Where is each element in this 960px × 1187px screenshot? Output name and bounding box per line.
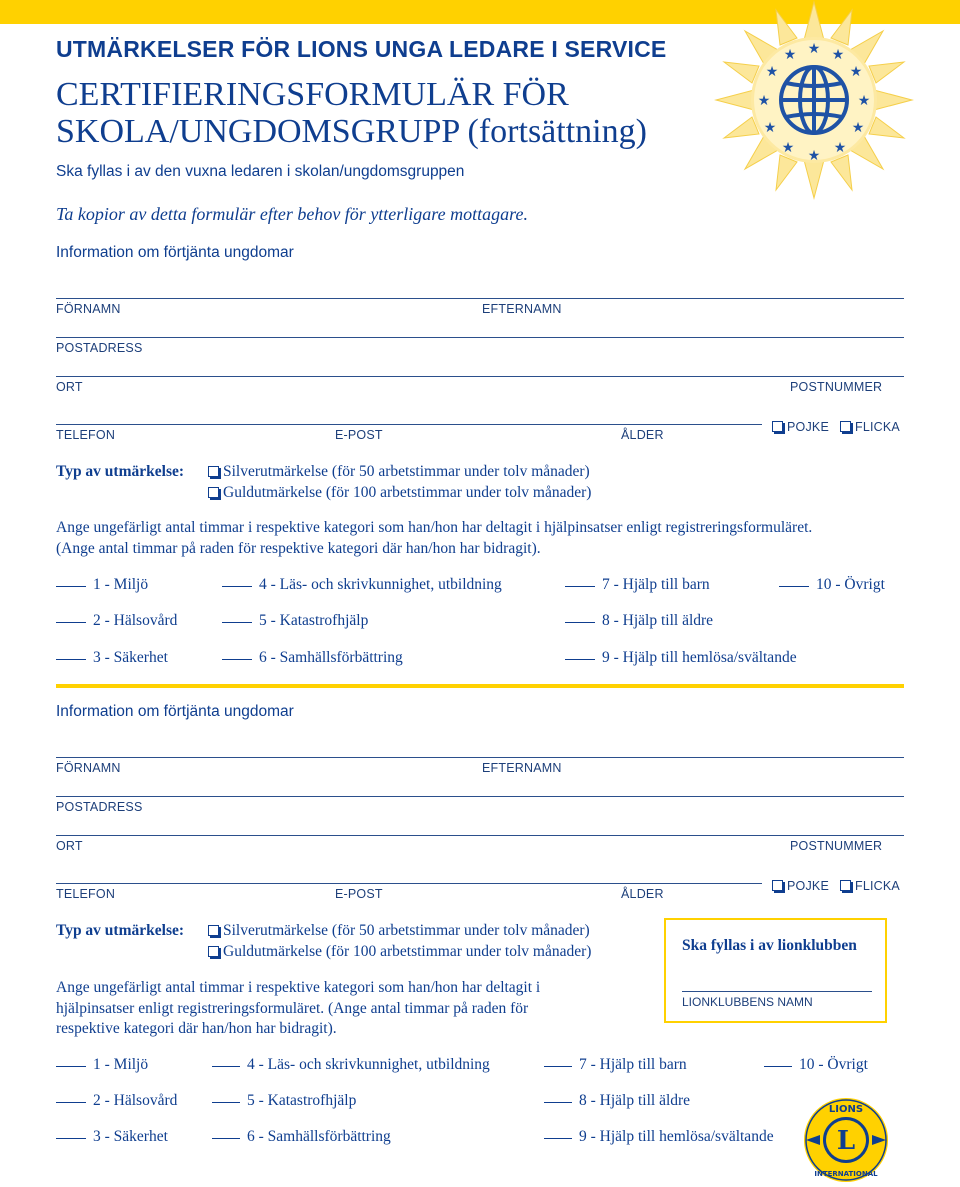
svg-text:L: L xyxy=(836,1126,856,1156)
category-label: 5 - Katastrofhjälp xyxy=(247,1092,357,1109)
label-fornamn-2: FÖRNAMN xyxy=(56,761,121,775)
category-label: 4 - Läs- och skrivkunnighet, utbildning xyxy=(259,576,502,593)
silver-label: Silverutmärkelse (för 50 arbetstimmar under tolv månader) xyxy=(223,463,590,480)
label-epost-2: E-POST xyxy=(335,887,383,901)
checkbox-icon[interactable] xyxy=(772,880,783,891)
gender-pojke-1[interactable] xyxy=(772,420,829,434)
category-label: 9 - Hjälp till hemlösa/svältande xyxy=(579,1128,774,1145)
label-alder-1: ÅLDER xyxy=(621,428,664,442)
category-label: 10 - Övrigt xyxy=(816,576,885,593)
checkbox-icon[interactable] xyxy=(208,487,219,498)
city-line-1[interactable] xyxy=(56,376,904,377)
category-6-row[interactable] xyxy=(222,649,403,667)
hours-blank[interactable] xyxy=(212,1137,240,1139)
category-1-row[interactable] xyxy=(56,1056,148,1074)
category-10-row[interactable] xyxy=(779,576,885,594)
form-subtitle: Ska fyllas i av den vuxna ledaren i skolan/ungdomsgruppen xyxy=(56,163,465,180)
checkbox-icon[interactable] xyxy=(840,421,851,432)
category-5-row[interactable] xyxy=(222,612,368,630)
instructions-1-line1: Ange ungefärligt antal timmar i respektive kategori som han/hon har deltagit i hjälpinsatser enligt registreringsformuläret. xyxy=(56,519,813,536)
hours-blank[interactable] xyxy=(222,621,252,623)
svg-text:★: ★ xyxy=(757,93,771,109)
category-5-row[interactable] xyxy=(212,1092,356,1110)
category-7-row[interactable] xyxy=(565,576,710,594)
label-postadress-2: POSTADRESS xyxy=(56,800,143,814)
label-postadress-1: POSTADRESS xyxy=(56,341,143,355)
instructions-2-line3: respektive kategori där han/hon har bidragit). xyxy=(56,1020,337,1037)
silver-label: Silverutmärkelse (för 50 arbetstimmar under tolv månader) xyxy=(223,922,590,939)
category-1-row[interactable] xyxy=(56,576,148,594)
program-title: UTMÄRKELSER FÖR LIONS UNGA LEDARE I SERVICE xyxy=(56,36,667,62)
label-efternamn-1: EFTERNAMN xyxy=(482,302,562,316)
hours-blank[interactable] xyxy=(764,1065,792,1067)
svg-text:★: ★ xyxy=(783,47,797,63)
category-label: 3 - Säkerhet xyxy=(93,1128,168,1145)
gender-flicka-2[interactable] xyxy=(840,879,900,893)
category-label: 1 - Miljö xyxy=(93,1056,149,1073)
lions-club-box xyxy=(664,918,887,1023)
club-name-label: LIONKLUBBENS NAMN xyxy=(682,995,813,1009)
category-label: 8 - Hjälp till äldre xyxy=(602,612,714,629)
category-label: 6 - Samhällsförbättring xyxy=(259,649,403,666)
hours-blank[interactable] xyxy=(544,1065,572,1067)
award-type-label-1: Typ av utmärkelse: xyxy=(56,463,185,480)
pojke-label: POJKE xyxy=(787,879,829,893)
phone-line-2[interactable] xyxy=(56,883,762,884)
category-4-row[interactable] xyxy=(222,576,502,594)
pojke-label: POJKE xyxy=(787,420,829,434)
instructions-2-line2: hjälpinsatser enligt registreringsformuläret. (Ange antal timmar på raden för xyxy=(56,999,529,1017)
label-ort-1: ORT xyxy=(56,380,83,394)
gold-label: Guldutmärkelse (för 100 arbetstimmar under tolv månader) xyxy=(223,484,592,501)
hours-blank[interactable] xyxy=(56,1065,86,1067)
svg-text:★: ★ xyxy=(831,47,845,63)
svg-text:★: ★ xyxy=(857,93,871,109)
silver-option-1[interactable] xyxy=(208,463,590,481)
category-3-row[interactable] xyxy=(56,1128,168,1146)
category-2-row[interactable] xyxy=(56,1092,177,1110)
label-fornamn-1: FÖRNAMN xyxy=(56,302,121,316)
category-label: 8 - Hjälp till äldre xyxy=(579,1092,691,1109)
gold-label: Guldutmärkelse (för 100 arbetstimmar under tolv månader) xyxy=(223,943,592,960)
hours-blank[interactable] xyxy=(212,1101,240,1103)
category-4-row[interactable] xyxy=(212,1056,490,1074)
gold-option-2[interactable] xyxy=(208,943,591,961)
category-label: 10 - Övrigt xyxy=(799,1056,868,1073)
hours-blank[interactable] xyxy=(565,621,595,623)
name-line-2[interactable] xyxy=(56,757,904,758)
label-telefon-1: TELEFON xyxy=(56,428,116,442)
award-type-label-2: Typ av utmärkelse: xyxy=(56,922,185,939)
form-title-line2: SKOLA/UNGDOMSGRUPP (fortsättning) xyxy=(56,113,647,150)
copy-note: Ta kopior av detta formulär efter behov för ytterligare mottagare. xyxy=(56,204,528,224)
label-postnummer-1: POSTNUMMER xyxy=(790,380,883,394)
svg-text:★: ★ xyxy=(781,140,795,156)
city-line-2[interactable] xyxy=(56,835,904,836)
svg-text:★: ★ xyxy=(765,64,779,80)
hours-blank[interactable] xyxy=(544,1137,572,1139)
category-9-row[interactable] xyxy=(544,1128,774,1146)
flicka-label: FLICKA xyxy=(855,879,900,893)
svg-text:LIONS: LIONS xyxy=(828,1104,864,1115)
hours-blank[interactable] xyxy=(56,585,86,587)
instructions-2 xyxy=(56,978,616,1040)
svg-text:★: ★ xyxy=(833,140,847,156)
phone-line-1[interactable] xyxy=(56,424,762,425)
hours-blank[interactable] xyxy=(56,658,86,660)
silver-option-2[interactable] xyxy=(208,922,590,940)
flicka-label: FLICKA xyxy=(855,420,900,434)
category-3-row[interactable] xyxy=(56,649,168,667)
svg-text:★: ★ xyxy=(763,120,777,136)
category-label: 7 - Hjälp till barn xyxy=(602,576,710,593)
checkbox-icon[interactable] xyxy=(208,946,219,957)
label-postnummer-2: POSTNUMMER xyxy=(790,839,883,853)
svg-text:★: ★ xyxy=(851,120,865,136)
gold-option-1[interactable] xyxy=(208,484,591,502)
hours-blank[interactable] xyxy=(212,1065,240,1067)
category-label: 3 - Säkerhet xyxy=(93,649,168,666)
globe-sun-emblem-icon xyxy=(710,0,915,200)
gender-pojke-2[interactable] xyxy=(772,879,829,893)
svg-text:INTERNATIONAL: INTERNATIONAL xyxy=(814,1170,878,1178)
section-heading-2: Information om förtjänta ungdomar xyxy=(56,703,294,720)
label-ort-2: ORT xyxy=(56,839,83,853)
hours-blank[interactable] xyxy=(56,621,86,623)
category-label: 2 - Hälsovård xyxy=(93,612,178,629)
category-label: 7 - Hjälp till barn xyxy=(579,1056,687,1073)
gender-flicka-1[interactable] xyxy=(840,420,900,434)
hours-blank[interactable] xyxy=(56,1137,86,1139)
checkbox-icon[interactable] xyxy=(208,925,219,936)
lions-international-logo xyxy=(800,1096,892,1184)
category-10-row[interactable] xyxy=(764,1056,868,1074)
instructions-1-line2: (Ange antal timmar på raden för respektive kategori där han/hon har bidragit). xyxy=(56,539,541,557)
instructions-2-line1: Ange ungefärligt antal timmar i respektive kategori som han/hon har deltagit i xyxy=(56,979,541,996)
club-box-title: Ska fyllas i av lionklubben xyxy=(682,937,857,954)
section-divider xyxy=(56,684,904,688)
hours-blank[interactable] xyxy=(779,585,809,587)
label-epost-1: E-POST xyxy=(335,428,383,442)
instructions-1 xyxy=(56,518,926,559)
label-alder-2: ÅLDER xyxy=(621,887,664,901)
checkbox-icon[interactable] xyxy=(840,880,851,891)
category-8-row[interactable] xyxy=(544,1092,690,1110)
category-8-row[interactable] xyxy=(565,612,713,630)
hours-blank[interactable] xyxy=(222,658,252,660)
hours-blank[interactable] xyxy=(222,585,252,587)
section-heading-1: Information om förtjänta ungdomar xyxy=(56,244,294,261)
club-name-line[interactable] xyxy=(682,991,872,992)
svg-text:★: ★ xyxy=(849,64,863,80)
label-efternamn-2: EFTERNAMN xyxy=(482,761,562,775)
svg-text:★: ★ xyxy=(807,41,821,57)
category-6-row[interactable] xyxy=(212,1128,391,1146)
hours-blank[interactable] xyxy=(56,1101,86,1103)
category-9-row[interactable] xyxy=(565,649,797,667)
hours-blank[interactable] xyxy=(544,1101,572,1103)
label-telefon-2: TELEFON xyxy=(56,887,116,901)
category-label: 1 - Miljö xyxy=(93,576,149,593)
address-line-1[interactable] xyxy=(56,337,904,338)
hours-blank[interactable] xyxy=(565,585,595,587)
form-title xyxy=(56,76,647,150)
category-label: 5 - Katastrofhjälp xyxy=(259,612,369,629)
checkbox-icon[interactable] xyxy=(208,466,219,477)
category-label: 6 - Samhällsförbättring xyxy=(247,1128,391,1145)
checkbox-icon[interactable] xyxy=(772,421,783,432)
address-line-2[interactable] xyxy=(56,796,904,797)
name-line-1[interactable] xyxy=(56,298,904,299)
form-title-line1: CERTIFIERINGSFORMULÄR FÖR xyxy=(56,76,569,113)
category-label: 4 - Läs- och skrivkunnighet, utbildning xyxy=(247,1056,490,1073)
svg-text:★: ★ xyxy=(807,148,821,164)
category-label: 9 - Hjälp till hemlösa/svältande xyxy=(602,649,797,666)
category-2-row[interactable] xyxy=(56,612,177,630)
category-7-row[interactable] xyxy=(544,1056,687,1074)
category-label: 2 - Hälsovård xyxy=(93,1092,178,1109)
hours-blank[interactable] xyxy=(565,658,595,660)
